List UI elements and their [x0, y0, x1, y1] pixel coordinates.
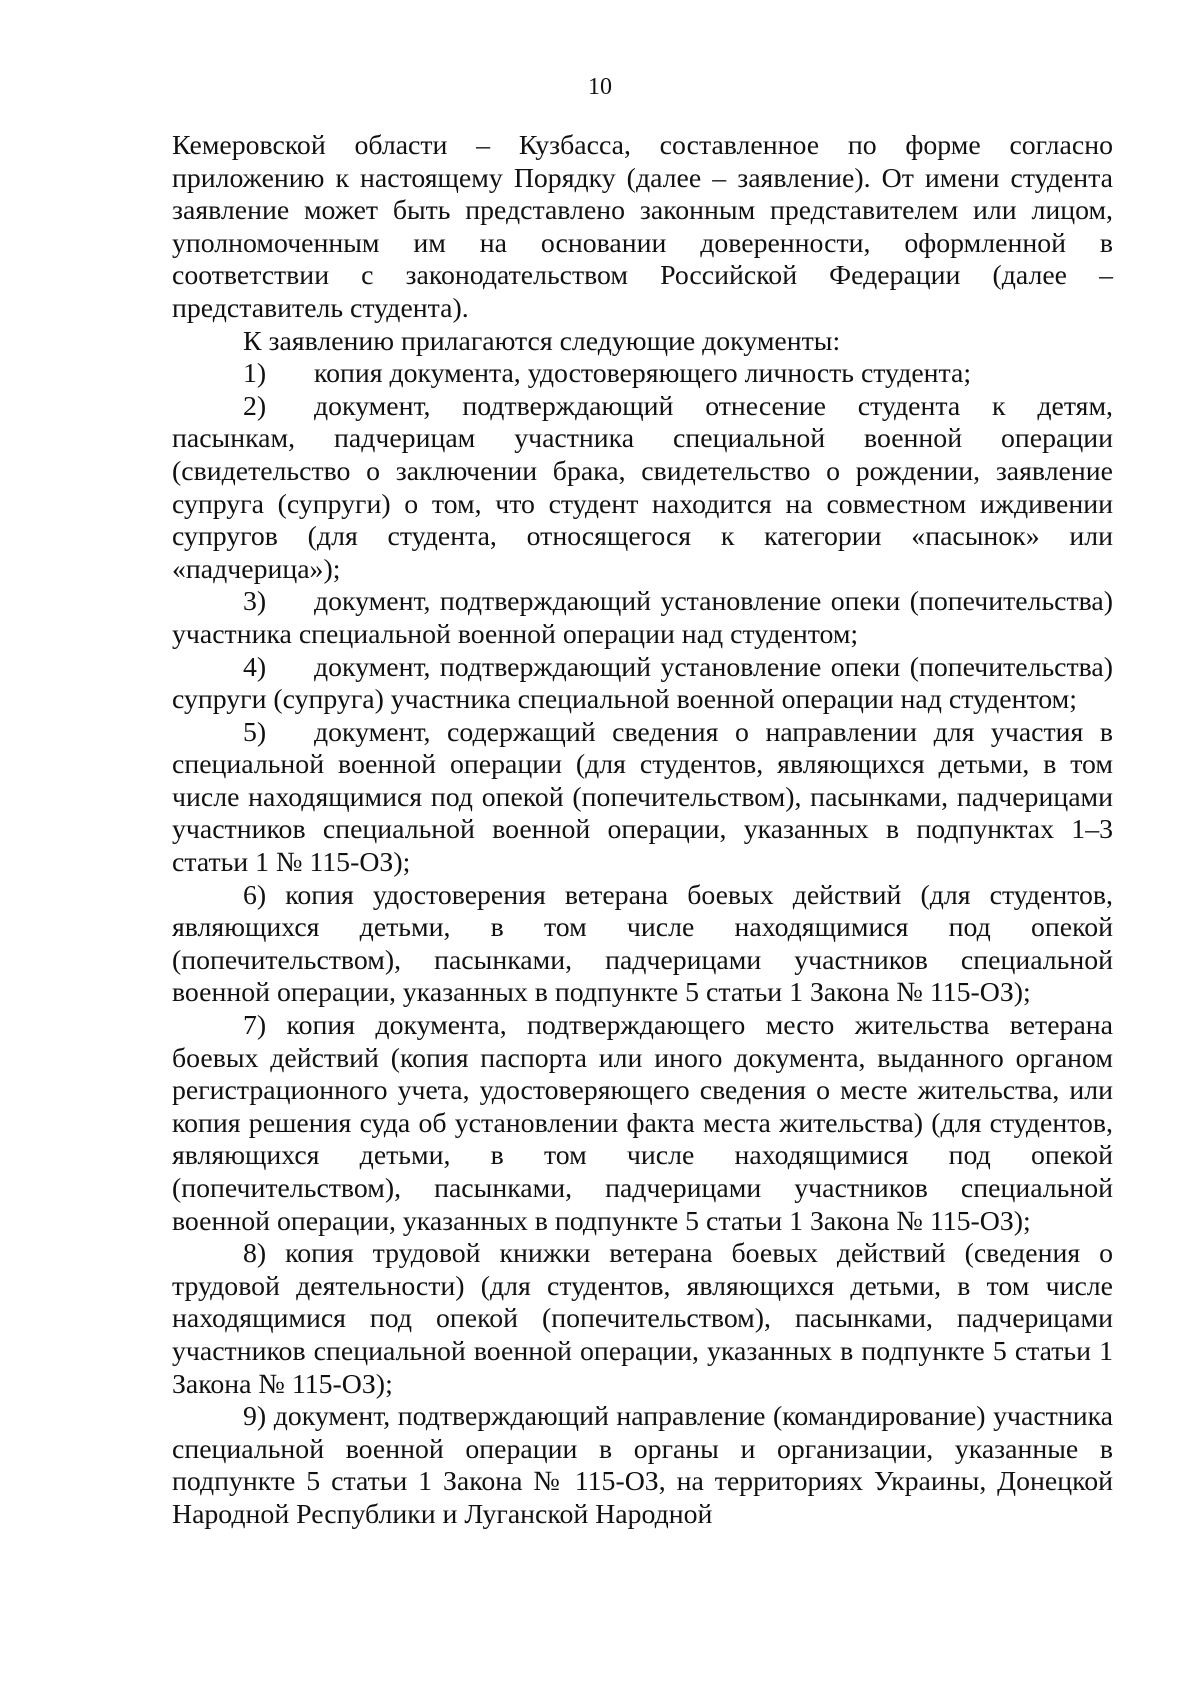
list-item-number: 1) — [243, 358, 267, 390]
list-item-text: документ, содержащий сведения о направлении для участия в специальной военной операции (для студентов, являющихся детьми, в том числе находящимися под опекой (попечительством), пасынками, падчерицами участников специальной военной операции, указанных в подпунктах 1–3 статьи 1 № 115-ОЗ); — [172, 716, 1113, 879]
list-item-number: 9) — [243, 1401, 267, 1433]
list-item-1 — [172, 358, 1113, 391]
list-item-text: документ, подтверждающий направление (командирование) участника специальной военной операции в органы и организации, указанные в подпункте 5 статьи 1 Закона № 115-ОЗ, на территориях Украины, Донецкой Народной Республики и Луганской Народной — [172, 1401, 1113, 1530]
list-item-text: документ, подтверждающий отнесение студента к детям, пасынкам, падчерицам участника специальной военной операции (свидетельство о заключении брака, свидетельство о рождении, заявление супруга (супруги) о том, что студент находится на совместном иждивении супругов (для студента, относящегося к категории «пасынок» или «падчерица»); — [172, 390, 1113, 585]
list-item-text: копия документа, удостоверяющего личность студента; — [314, 358, 972, 390]
list-item-number: 2) — [243, 390, 267, 422]
list-item-6 — [172, 880, 1113, 1010]
list-item-text: документ, подтверждающий установление опеки (попечительства) участника специальной военной операции над студентом; — [172, 586, 1113, 650]
list-item-number: 4) — [243, 651, 267, 683]
list-item-7 — [172, 1010, 1113, 1238]
paragraph-intro: Кемеровской области – Кузбасса, составленное по форме согласно приложению к настоящему Порядку (далее – заявление). От имени студента заявление может быть представлено законным представителем или лицом, уполномоченным им на основании доверенности, оформленной в соответствии с законодательством Российской Федерации (далее – представитель студента). — [172, 130, 1113, 324]
list-item-number: 7) — [243, 1010, 267, 1042]
list-item-8 — [172, 1238, 1113, 1401]
list-item-3 — [172, 586, 1113, 651]
list-item-number: 6) — [243, 879, 267, 911]
page-number: 10 — [588, 74, 612, 100]
document-body — [172, 130, 1113, 1532]
list-item-9 — [172, 1401, 1113, 1531]
list-item-4 — [172, 652, 1113, 717]
list-item-2 — [172, 391, 1113, 587]
list-item-number: 3) — [243, 586, 267, 618]
list-item-5 — [172, 717, 1113, 880]
list-item-text: документ, подтверждающий установление опеки (попечительства) супруги (супруга) участника специальной военной операции над студентом; — [172, 651, 1113, 716]
list-item-number: 8) — [243, 1238, 267, 1270]
list-item-number: 5) — [243, 716, 267, 748]
paragraph-attachments-heading: К заявлению прилагаются следующие документы: — [243, 325, 841, 357]
list-item-text: копия трудовой книжки ветерана боевых действий (сведения о трудовой деятельности) (для студентов, являющихся детьми, в том числе находящимися под опекой (попечительством), пасынками, падчерицами участников специальной военной операции, указанных в подпункте 5 статьи 1 Закона № 115-ОЗ); — [172, 1238, 1113, 1400]
list-item-text: копия документа, подтверждающего место жительства ветерана боевых действий (копия паспорта или иного документа, выданного органом регистрационного учета, удостоверяющего сведения о месте жительства, или копия решения суда об установлении факта места жительства) (для студентов, являющихся детьми, в том числе находящимися под опекой (попечительством), пасынками, падчерицами участников специальной военной операции, указанных в подпункте 5 статьи 1 Закона № 115-ОЗ); — [172, 1010, 1113, 1237]
list-item-text: копия удостоверения ветерана боевых действий (для студентов, являющихся детьми, в том числе находящимися под опекой (попечительством), пасынками, падчерицами участников специальной военной операции, указанных в подпункте 5 статьи 1 Закона № 115-ОЗ); — [172, 879, 1113, 1009]
